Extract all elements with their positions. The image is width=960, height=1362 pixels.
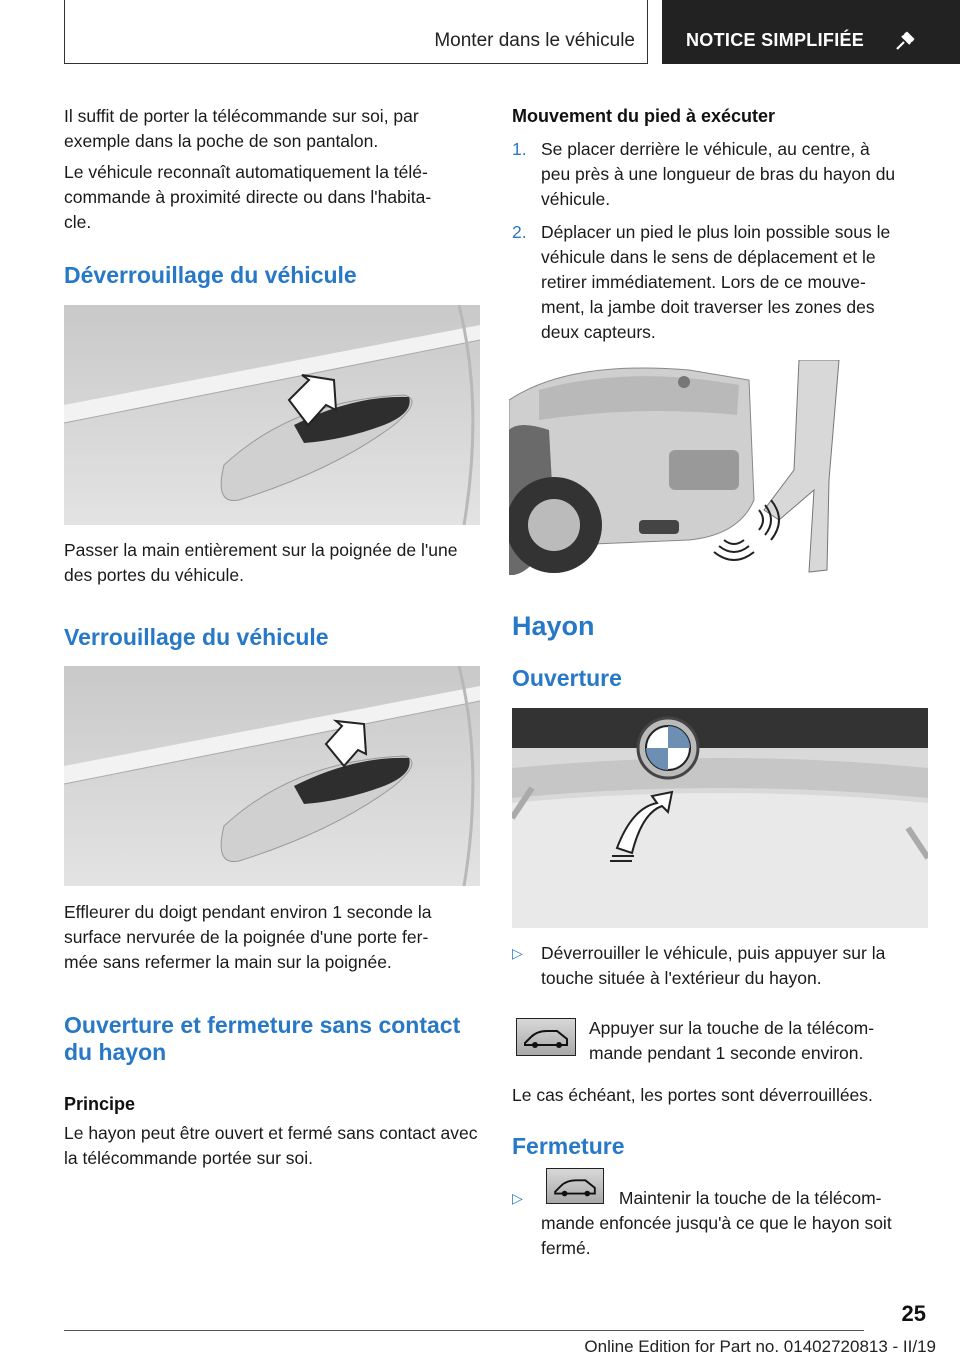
lock-caption-line: Effleurer du doigt pendant environ 1 seconde la — [64, 902, 432, 922]
door-handle-lock-illustration — [64, 666, 480, 886]
principle-text: Le hayon peut être ouvert et fermé sans contact avec la télécommande portée sur soi. — [64, 1123, 478, 1168]
right-column-steps — [512, 104, 928, 345]
lock-caption — [64, 900, 478, 975]
page-number: 25 — [901, 1301, 926, 1326]
unlock-caption: Passer la main entièrement sur la poignée de l'une des portes du véhicule. — [64, 540, 458, 585]
tailgate-heading: Hayon — [512, 611, 595, 641]
section-title: Monter dans le véhicule — [434, 30, 635, 51]
remote-tailgate-key-icon — [546, 1168, 604, 1204]
lock-caption-line: mée sans refermer la main sur la poignée. — [64, 952, 392, 972]
opening-bullet-line: touche située à l'extérieur du hayon. — [541, 968, 822, 988]
doors-unlocked-text: Le cas échéant, les portes sont déverrouillées. — [512, 1085, 873, 1105]
foot-movement-heading: Mouvement du pied à exécuter — [512, 106, 776, 126]
remote-text-line: Appuyer sur la touche de la télécom- — [589, 1018, 875, 1038]
contactless-heading-line: du hayon — [64, 1039, 167, 1065]
step-line: ment, la jambe doit traverser les zones des — [541, 297, 875, 317]
closing-text-line: mande enfoncée jusqu'à ce que le hayon soit — [541, 1213, 892, 1233]
header-tab[interactable] — [662, 0, 960, 64]
bullet-triangle-icon: ▷ — [512, 1190, 523, 1206]
intro-paragraph-1: Il suffit de porter la télécommande sur soi, par exemple dans la poche de son pantalon. — [64, 106, 419, 151]
remote-tailgate-key-icon — [516, 1018, 576, 1056]
footer-divider — [64, 1330, 864, 1331]
footer-edition: Online Edition for Part no. 01402720813 - II/19 — [584, 1337, 936, 1356]
lock-heading: Verrouillage du véhicule — [64, 624, 329, 650]
remote-text-line: mande pendant 1 seconde environ. — [589, 1043, 864, 1063]
step-line: Se placer derrière le véhicule, au centre, à — [541, 139, 870, 159]
pin-icon — [894, 30, 916, 57]
closing-text-line: Maintenir la touche de la télécom- — [618, 1188, 882, 1208]
remote-text — [589, 1016, 929, 1066]
opening-bullet-line: Déverrouiller le véhicule, puis appuyer sur la — [541, 943, 886, 963]
closing-heading: Fermeture — [512, 1133, 625, 1159]
principle-block — [64, 1092, 478, 1171]
step-line: deux capteurs. — [541, 322, 656, 342]
intro-paragraph-2 — [64, 160, 478, 235]
door-handle-unlock-illustration — [64, 305, 480, 525]
step-2 — [512, 220, 928, 345]
header-tab-label: NOTICE SIMPLIFIÉE — [686, 30, 865, 50]
step-number: 2. — [512, 222, 527, 242]
step-line: retirer immédiatement. Lors de ce mouve- — [541, 272, 866, 292]
left-column — [64, 104, 478, 235]
step-line: peu près à une longueur de bras du hayon du — [541, 164, 896, 184]
closing-text-line: fermé. — [541, 1238, 591, 1258]
unlock-heading: Déverrouillage du véhicule — [64, 262, 357, 288]
intro-line: cle. — [64, 212, 92, 232]
contactless-heading-line: Ouverture et fermeture sans contact — [64, 1012, 461, 1038]
step-line: véhicule dans le sens de déplacement et le — [541, 247, 876, 267]
step-line: véhicule. — [541, 189, 611, 209]
opening-heading: Ouverture — [512, 665, 622, 691]
bullet-triangle-icon: ▷ — [512, 945, 523, 961]
opening-bullet — [512, 941, 928, 991]
tailgate-button-illustration — [512, 708, 928, 928]
step-number: 1. — [512, 139, 527, 159]
principle-heading: Principe — [64, 1094, 136, 1114]
contactless-heading — [64, 1012, 460, 1066]
step-line: Déplacer un pied le plus loin possible sous le — [541, 222, 891, 242]
intro-line: Le véhicule reconnaît automatiquement la télé- — [64, 162, 428, 182]
opening-step — [512, 941, 928, 991]
foot-kick-illustration — [509, 360, 845, 578]
lock-caption-line: surface nervurée de la poignée d'une porte fer- — [64, 927, 429, 947]
header-section-box — [64, 0, 648, 64]
step-1 — [512, 137, 928, 212]
intro-line: commande à proximité directe ou dans l'habita- — [64, 187, 432, 207]
